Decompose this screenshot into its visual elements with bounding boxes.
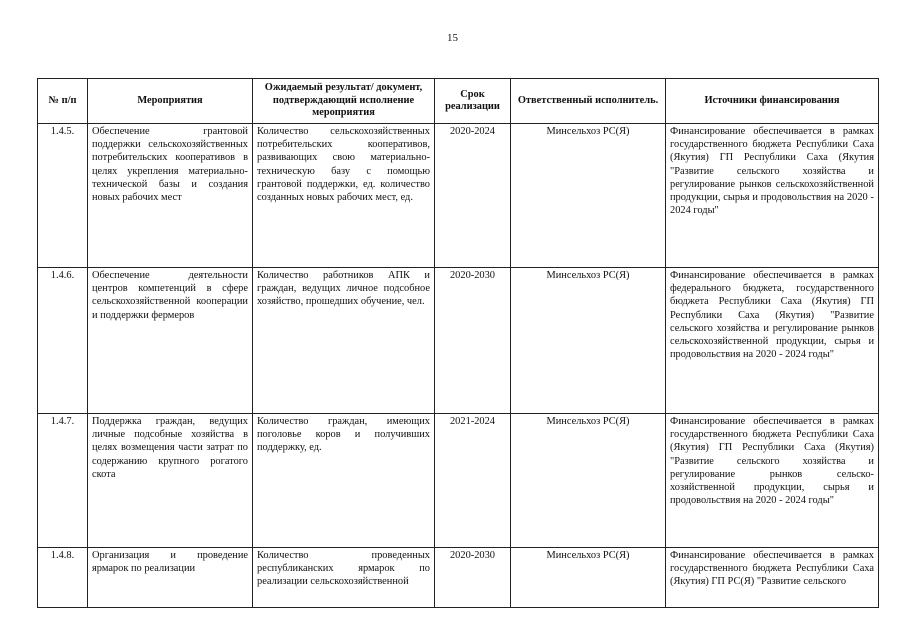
row-term: 2021-2024	[435, 414, 511, 548]
header-result: Ожидаемый результат/ документ, подтверждающий исполнение мероприятия	[253, 79, 435, 124]
row-term: 2020-2030	[435, 268, 511, 414]
row-executor: Минсельхоз РС(Я)	[511, 414, 666, 548]
row-activity: Поддержка граждан, ведущих личные подсобные хозяйства в целях возмещения части затрат по содержанию крупного рогатого скота	[88, 414, 253, 548]
activities-table	[37, 78, 879, 608]
header-executor: Ответственный исполнитель.	[511, 79, 666, 124]
header-term: Срок реализации	[435, 79, 511, 124]
row-num: 1.4.6.	[38, 268, 88, 414]
row-result: Количество граждан, имеющих поголовье коров и получивших поддержку, ед.	[253, 414, 435, 548]
table-header-row	[38, 79, 879, 124]
table-row	[38, 414, 879, 548]
row-term: 2020-2030	[435, 548, 511, 608]
row-term: 2020-2024	[435, 124, 511, 268]
row-funding: Финансирование обеспечивается в рамках государственного бюджета Республики Саха (Якутия) ГП РС(Я) "Развитие сельского	[666, 548, 879, 608]
row-funding: Финансирование обеспечивается в рамках федерального бюджета, государственного бюджета Республики Саха (Якутия) ГП Республики Саха (Якутия) "Развитие сельского хозяйства и регулирование рынков сельскохозяйственной продукции, сырья и продовольствия на 2020 - 2024 годы"	[666, 268, 879, 414]
row-funding: Финансирование обеспечивается в рамках государственного бюджета Республики Саха (Якутия) ГП Республики Саха (Якутия "Развитие сельского хозяйства и регулирование рынков сельскохозяйственной продукции, сырья и продовольствия на 2020 - 2024 годы"	[666, 124, 879, 268]
row-executor: Минсельхоз РС(Я)	[511, 268, 666, 414]
row-result: Количество сельскохозяйственных потребительских кооперативов, развивающих свою материально-техническую базу с помощью грантовой поддержки, ед. количество созданных новых рабочих мест, ед.	[253, 124, 435, 268]
header-funding: Источники финансирования	[666, 79, 879, 124]
header-num: № п/п	[38, 79, 88, 124]
page-number: 15	[447, 32, 458, 44]
header-activity: Мероприятия	[88, 79, 253, 124]
row-funding: Финансирование обеспечивается в рамках государственного бюджета Республики Саха (Якутия) ГП Республики Саха (Якутия) "Развитие сельского хозяйства и регулирование рынков сельско-хозяйственной продукции, сырья и продовольствия на 2020 - 2024 годы"	[666, 414, 879, 548]
row-num: 1.4.8.	[38, 548, 88, 608]
row-activity: Организация и проведение ярмарок по реализации	[88, 548, 253, 608]
table-row	[38, 124, 879, 268]
row-executor: Минсельхоз РС(Я)	[511, 124, 666, 268]
row-num: 1.4.7.	[38, 414, 88, 548]
row-result: Количество проведенных республиканских ярмарок по реализации сельскохозяйственной	[253, 548, 435, 608]
row-result: Количество работников АПК и граждан, ведущих личное подсобное хозяйство, прошедших обучение, чел.	[253, 268, 435, 414]
row-executor: Минсельхоз РС(Я)	[511, 548, 666, 608]
table-row	[38, 268, 879, 414]
row-activity: Обеспечение грантовой поддержки сельскохозяйственных потребительских кооперативов в целях укрепления материально-технической базы и создания новых рабочих мест	[88, 124, 253, 268]
row-activity: Обеспечение деятельности центров компетенций в сфере сельскохозяйственной кооперации и поддержки фермеров	[88, 268, 253, 414]
row-num: 1.4.5.	[38, 124, 88, 268]
table-row	[38, 548, 879, 608]
